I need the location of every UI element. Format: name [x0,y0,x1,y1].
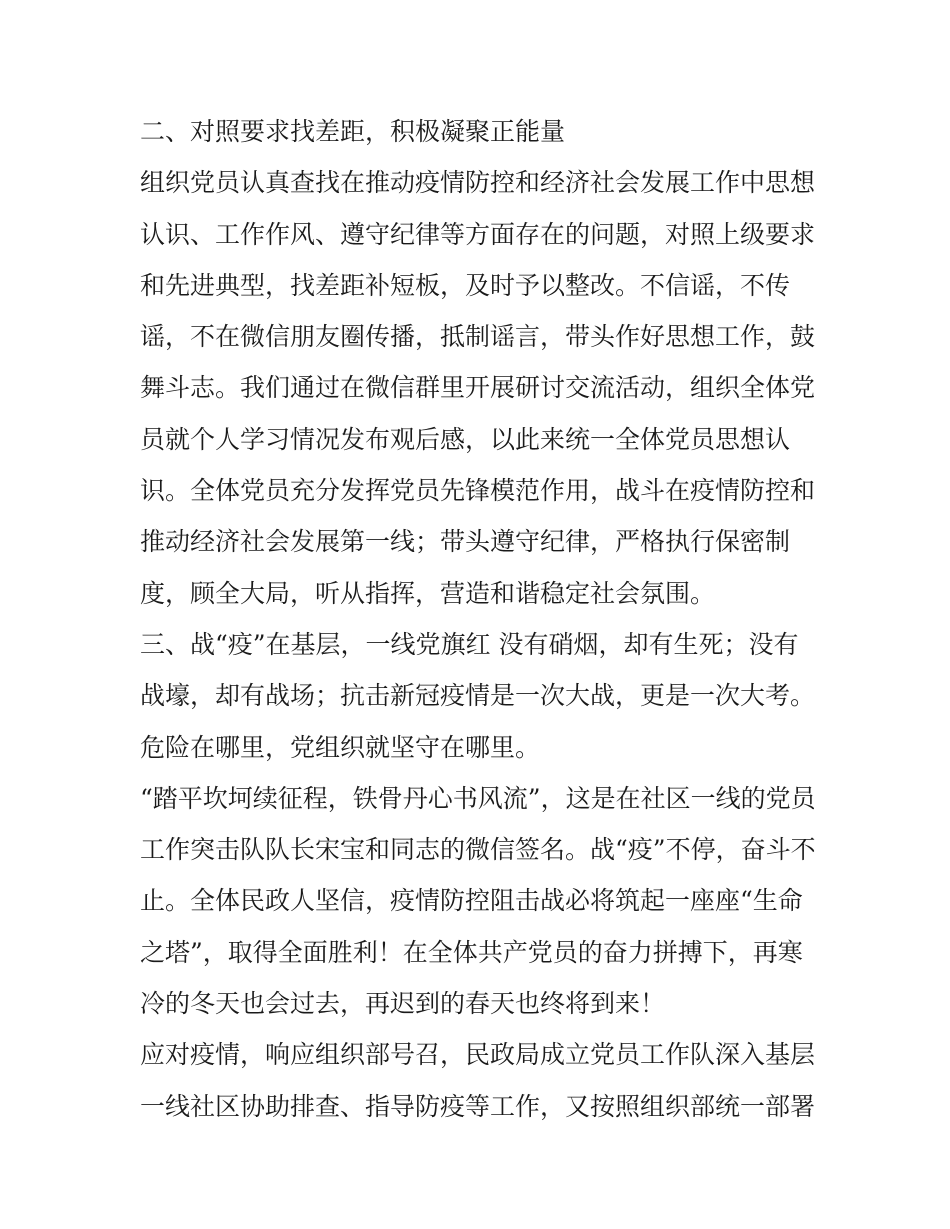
text-line: 战壕，却有战场；抗击新冠疫情是一次大战，更是一次大考。 [140,681,816,711]
text-line: 和先进典型，找差距补短板，及时予以整改。不信谣，不传 [140,270,791,300]
text-line: 员就个人学习情况发布观后感，以此来统一全体党员思想认 [140,424,791,454]
text-line: 之塔”，取得全面胜利！在全体共产党员的奋力拼搏下，再寒 [140,937,803,967]
text-line: 工作突击队队长宋宝和同志的微信签名。战“疫”不停，奋斗不 [140,835,816,865]
text-line: 认识、工作作风、遵守纪律等方面存在的问题，对照上级要求 [140,219,816,249]
text-line: 一线社区协助排查、指导防疫等工作，又按照组织部统一部署 [140,1091,816,1121]
section-heading-3: 三、战“疫”在基层，一线党旗红 没有硝烟，却有生死；没有 [140,629,799,659]
text-line: 度，顾全大局，听从指挥，营造和谐稳定社会氛围。 [140,578,716,608]
text-line: 止。全体民政人坚信，疫情防控阻击战必将筑起一座座“生命 [140,886,803,916]
text-line: 冷的冬天也会过去，再迟到的春天也终将到来！ [140,989,666,1019]
text-line: 推动经济社会发展第一线；带头遵守纪律，严格执行保密制 [140,527,791,557]
text-line: 舞斗志。我们通过在微信群里开展研讨交流活动，组织全体党 [140,373,816,403]
document-body [140,106,820,1132]
text-line: 谣，不在微信朋友圈传播，抵制谣言，带头作好思想工作，鼓 [140,322,816,352]
text-line: 识。全体党员充分发挥党员先锋模范作用，战斗在疫情防控和 [140,476,816,506]
text-line: 危险在哪里，党组织就坚守在哪里。 [140,732,541,762]
text-line: 应对疫情，响应组织部号召，民政局成立党员工作队深入基层 [140,1040,816,1070]
section-heading-2: 二、对照要求找差距，积极凝聚正能量 [140,117,566,146]
text-line: 组织党员认真查找在推动疫情防控和经济社会发展工作中思想 [140,168,816,198]
text-line: “踏平坎坷续征程，铁骨丹心书风流”，这是在社区一线的党员 [140,783,816,813]
